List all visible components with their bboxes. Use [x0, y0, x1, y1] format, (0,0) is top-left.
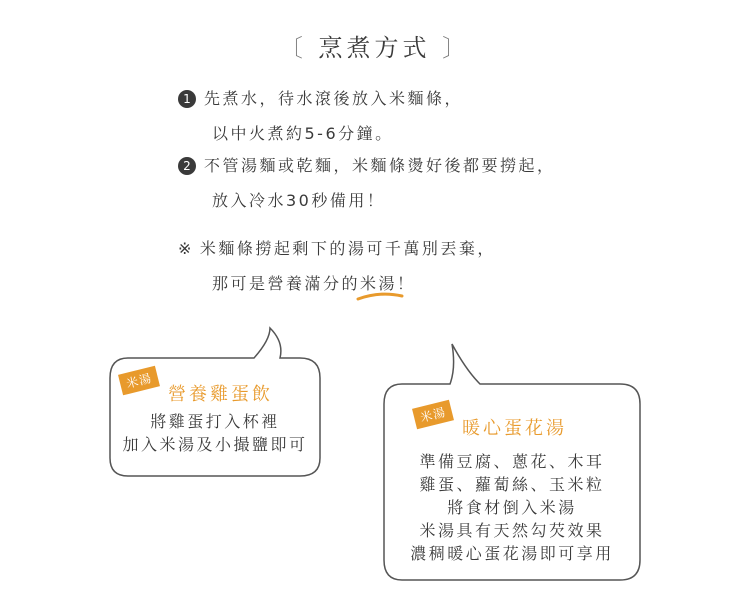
bubble-right-line: 準備豆腐、蔥花、木耳	[419, 452, 605, 471]
note-highlight-text: 米湯	[360, 274, 398, 293]
bubble-right-line: 將食材倒入米湯	[447, 498, 577, 517]
step-1-line2: 以中火煮約5-6分鐘。	[212, 124, 394, 143]
title-left-bracket: 〔	[278, 34, 307, 62]
bubble-right-text	[384, 450, 640, 565]
bubble-right-line: 濃稠暖心蛋花湯即可享用	[410, 544, 614, 563]
title-text: 烹煮方式	[318, 34, 431, 62]
bubble-left-title: 營養雞蛋飲	[168, 384, 273, 405]
step-1-line1: 先煮水，待水滾後放入米麵條，	[204, 89, 464, 108]
step-2-line1: 不管湯麵或乾麵，米麵條燙好後都要撈起，	[204, 156, 556, 175]
step-2-line2: 放入冷水30秒備用！	[212, 191, 386, 210]
note-line2-suffix: ！	[397, 274, 416, 293]
bubble-right-line: 米湯具有天然勾芡效果	[419, 521, 605, 540]
step-number-badge: 2	[178, 157, 196, 175]
reference-mark: ※	[178, 239, 194, 258]
note-line2-prefix: 那可是營養滿分的	[212, 274, 361, 293]
title-right-bracket: 〕	[442, 34, 471, 62]
step-number-badge: 1	[178, 90, 196, 108]
note-line1: 米麵條撈起剩下的湯可千萬別丟棄，	[199, 239, 496, 258]
mitang-tag-right: 米湯	[412, 400, 454, 430]
bubble-right-title: 暖心蛋花湯	[462, 418, 567, 439]
mitang-tag-left: 米湯	[118, 366, 160, 396]
bubble-right-line: 雞蛋、蘿蔔絲、玉米粒	[419, 475, 605, 494]
bubble-left-line: 加入米湯及小撮鹽即可	[122, 435, 308, 454]
bubble-left-text	[110, 410, 320, 456]
bubble-left-line: 將雞蛋打入杯裡	[150, 412, 280, 431]
